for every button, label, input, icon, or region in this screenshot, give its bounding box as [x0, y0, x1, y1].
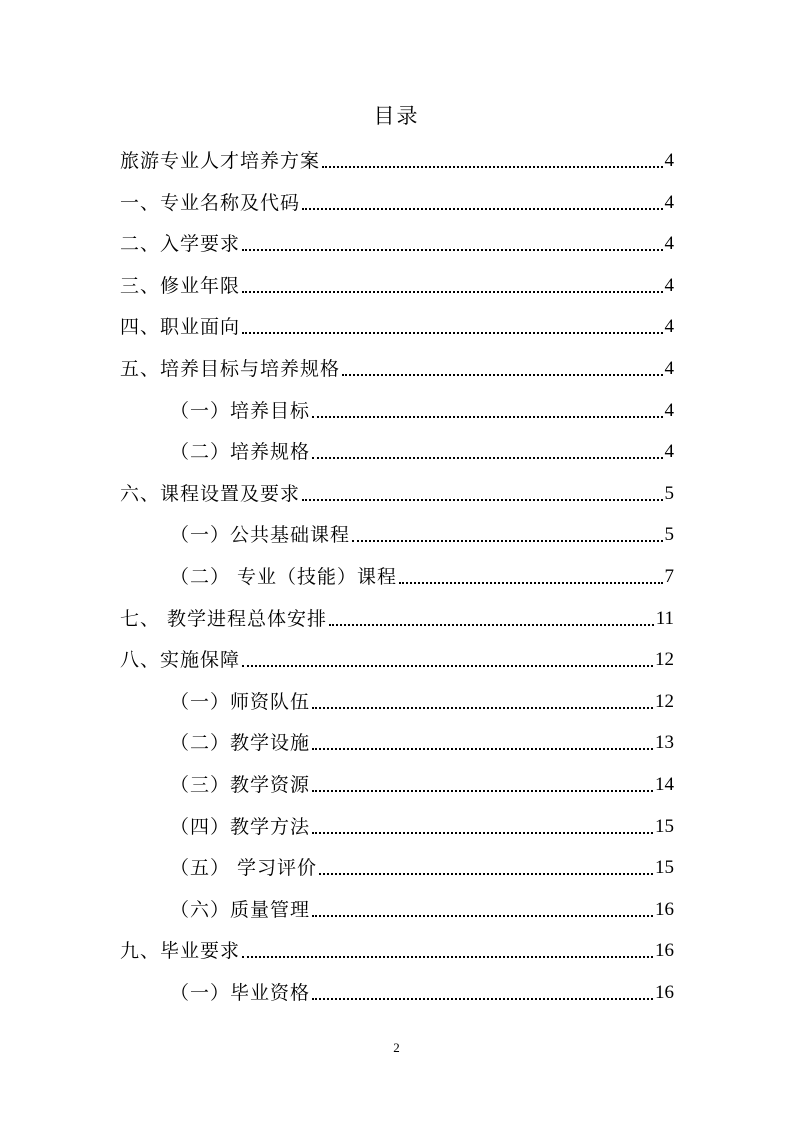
toc-entry-title: 六、课程设置及要求	[120, 482, 301, 505]
toc-entry-title: 八、实施保障	[120, 649, 241, 672]
toc-dot-leader	[312, 832, 653, 834]
toc-dot-leader	[242, 665, 653, 667]
toc-entry-title: （二）培养规格	[170, 441, 311, 464]
toc-entry-page: 4	[664, 316, 674, 338]
toc-dot-leader	[352, 540, 662, 542]
toc-dot-leader	[342, 374, 662, 376]
toc-entry[interactable]	[120, 229, 674, 259]
toc-entry[interactable]	[170, 396, 674, 426]
toc-entry-page: 4	[664, 191, 674, 213]
toc-entry[interactable]	[120, 604, 674, 634]
toc-dot-leader	[242, 332, 662, 334]
toc-entry[interactable]	[120, 354, 674, 384]
toc-entry-title: 四、职业面向	[120, 316, 241, 339]
toc-entry-title: 五、培养目标与培养规格	[120, 358, 341, 380]
toc-dot-leader	[242, 956, 653, 958]
toc-dot-leader	[312, 998, 653, 1000]
toc-entry-title: （二）教学设施	[170, 732, 311, 755]
toc-entry-page: 14	[655, 774, 674, 795]
toc-entry-page: 16	[655, 982, 674, 1003]
toc-entry-page: 5	[664, 482, 674, 504]
toc-entry-page: 4	[664, 358, 674, 379]
toc-dot-leader	[302, 208, 662, 210]
toc-dot-leader	[242, 291, 662, 293]
toc-entry[interactable]	[120, 146, 674, 176]
toc-entry[interactable]	[170, 812, 674, 842]
toc-dot-leader	[312, 748, 653, 750]
toc-entry[interactable]	[170, 437, 674, 467]
toc-entry-page: 4	[664, 150, 674, 171]
toc-entry-title: 二、入学要求	[120, 233, 241, 256]
toc-entry-page: 7	[664, 566, 674, 587]
toc-dot-leader	[329, 624, 654, 626]
toc-title: 目录	[373, 104, 420, 128]
toc-entry-page: 11	[655, 607, 674, 629]
toc-entry[interactable]	[170, 562, 674, 592]
toc-entry-page: 13	[655, 732, 674, 754]
toc-entry-page: 5	[664, 524, 674, 546]
toc-entry-title: （二） 专业（技能）课程	[170, 566, 398, 588]
toc-entry-title: （一）毕业资格	[170, 982, 311, 1004]
toc-dot-leader	[312, 416, 662, 418]
toc-entry-title: （一）培养目标	[170, 399, 311, 422]
toc-entry-title: （一）师资队伍	[170, 690, 311, 713]
toc-entry[interactable]	[120, 936, 674, 966]
toc-entry[interactable]	[120, 312, 674, 342]
toc-dot-leader	[312, 707, 653, 709]
toc-entry-title: 九、毕业要求	[120, 940, 241, 963]
toc-entry[interactable]	[170, 687, 674, 717]
toc-entry[interactable]	[170, 728, 674, 758]
toc-entry-title: （六）质量管理	[170, 898, 311, 921]
toc-entry-page: 16	[655, 898, 674, 920]
toc-entry-title: 一、专业名称及代码	[120, 191, 301, 214]
toc-entry[interactable]	[170, 770, 674, 800]
toc-dot-leader	[399, 582, 662, 584]
toc-dot-leader	[312, 790, 653, 792]
toc-entry[interactable]	[120, 645, 674, 675]
toc-entry-title: 七、 教学进程总体安排	[120, 607, 328, 630]
toc-dot-leader	[312, 915, 653, 917]
toc-entry-page: 12	[655, 690, 674, 712]
toc-entry-title: （三）教学资源	[170, 774, 311, 796]
toc-entry-page: 15	[655, 815, 674, 837]
toc-entry[interactable]	[170, 978, 674, 1008]
toc-entry-title: 旅游专业人才培养方案	[120, 150, 321, 172]
toc-entry-title: （五） 学习评价	[170, 857, 318, 880]
toc-entry[interactable]	[120, 271, 674, 301]
toc-entry[interactable]	[120, 188, 674, 218]
toc-entry-page: 4	[664, 441, 674, 463]
toc-dot-leader	[242, 249, 662, 251]
toc-dot-leader	[302, 499, 662, 501]
toc-entry-page: 16	[655, 940, 674, 962]
toc-entry-page: 15	[655, 857, 674, 879]
toc-entry-title: （一）公共基础课程	[170, 524, 351, 547]
toc-entry-page: 4	[664, 274, 674, 296]
toc-entry-title: 三、修业年限	[120, 274, 241, 297]
toc-dot-leader	[312, 457, 662, 459]
toc-entry[interactable]	[170, 520, 674, 550]
toc-entry[interactable]	[170, 853, 674, 883]
toc-entry-page: 4	[664, 399, 674, 421]
toc-entry[interactable]	[170, 895, 674, 925]
toc-entry-page: 4	[664, 233, 674, 255]
page-number: 2	[393, 1040, 400, 1055]
toc-dot-leader	[322, 166, 662, 168]
toc-dot-leader	[319, 873, 653, 875]
toc-entry[interactable]	[120, 479, 674, 509]
toc-entry-page: 12	[655, 649, 674, 671]
toc-entry-title: （四）教学方法	[170, 815, 311, 838]
